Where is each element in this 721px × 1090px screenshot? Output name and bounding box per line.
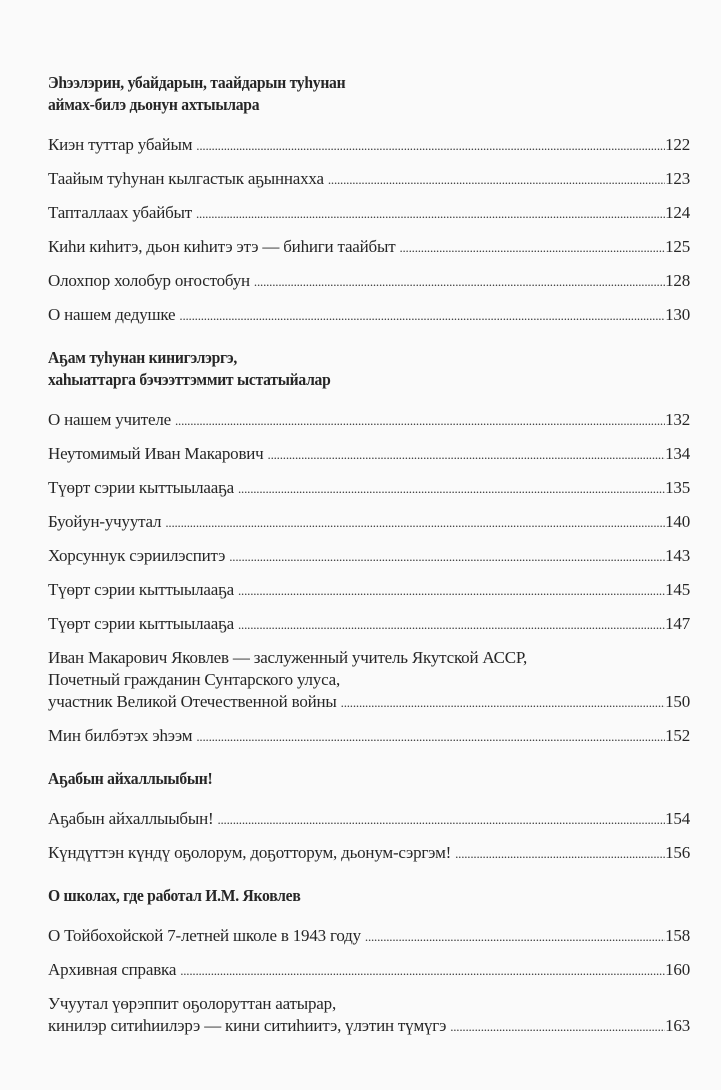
- dot-leader: [179, 305, 665, 327]
- heading-line: О школах, где работал И.М. Яковлев: [48, 886, 301, 905]
- entry-last-line: [48, 725, 690, 748]
- toc-entry: [48, 134, 690, 157]
- toc-entry: [48, 545, 690, 568]
- page-number: 140: [665, 512, 690, 531]
- toc-entry: [48, 409, 690, 432]
- entry-last-line: [48, 270, 690, 293]
- toc-entry: [48, 477, 690, 500]
- entry-title-line: Иван Макарович Яковлев — заслуженный учитель Якутской АССР,: [48, 648, 528, 667]
- heading-line: Аҕабын айхаллыыбын!: [48, 769, 213, 788]
- entry-title: Түөрт сэрии кыттыылааҕа: [48, 614, 234, 633]
- toc-section: [48, 72, 690, 327]
- page-number: 145: [665, 580, 690, 599]
- entry-title: Хорсуннук сэриилэспитэ: [48, 546, 226, 565]
- entry-title: Киэн туттар убайым: [48, 135, 193, 154]
- entry-last-line: [48, 579, 690, 602]
- entry-last-line: [48, 477, 690, 500]
- entry-last-line: [48, 168, 690, 191]
- entry-title: Таайым туһунан кылгастык аҕыннахха: [48, 169, 324, 188]
- page-number: 130: [665, 305, 690, 324]
- toc-entry: [48, 511, 690, 534]
- entry-last-line: [48, 304, 690, 327]
- page-number: 123: [665, 169, 690, 188]
- section-heading: [48, 885, 639, 907]
- dot-leader: [450, 1016, 665, 1038]
- dot-leader: [328, 169, 665, 191]
- page-number: 154: [665, 809, 690, 828]
- entry-title: кинилэр ситиһиилэрэ — кини ситиһиитэ, үлэтин түмүгэ: [48, 1016, 447, 1035]
- dot-leader: [196, 726, 665, 748]
- toc-entry: [48, 925, 690, 948]
- page-number: 124: [665, 203, 690, 222]
- page-number: 147: [665, 614, 690, 633]
- dot-leader: [196, 203, 665, 225]
- heading-line: Эһээлэрин, убайдарын, таайдарын туһунан: [48, 73, 346, 92]
- dot-leader: [365, 926, 665, 948]
- heading-line: хаһыаттарга бэчээттэммит ыстатыйалар: [48, 370, 331, 389]
- toc-entry: [48, 842, 690, 865]
- entry-title: Тапталлаах убайбыт: [48, 203, 192, 222]
- toc-section: [48, 768, 690, 865]
- dot-leader: [180, 960, 665, 982]
- dot-leader: [238, 478, 665, 500]
- entry-title: Аҕабын айхаллыыбын!: [48, 809, 214, 828]
- section-heading: [48, 768, 639, 790]
- section-heading: [48, 347, 639, 391]
- entry-last-line: [48, 511, 690, 534]
- entry-last-line: [48, 842, 690, 865]
- toc-entry: [48, 959, 690, 982]
- page-number: 152: [665, 726, 690, 745]
- dot-leader: [238, 614, 665, 636]
- section-heading: [48, 72, 639, 116]
- dot-leader: [165, 512, 665, 534]
- page-number: 125: [665, 237, 690, 256]
- dot-leader: [268, 444, 666, 466]
- entry-title: Күндүттэн күндү оҕолорум, доҕотторум, дьонум-сэргэм!: [48, 843, 452, 862]
- entry-title: Мин билбэтэх эһээм: [48, 726, 193, 745]
- page-number: 163: [665, 1016, 690, 1035]
- page-number: 143: [665, 546, 690, 565]
- page-number: 128: [665, 271, 690, 290]
- entry-title: участник Великой Отечественной войны: [48, 692, 337, 711]
- table-of-contents: [48, 72, 690, 1058]
- entry-title: О нашем дедушке: [48, 305, 176, 324]
- entry-last-line: [48, 202, 690, 225]
- entry-last-line: [48, 545, 690, 568]
- page-number: 134: [665, 444, 690, 463]
- page-number: 160: [665, 960, 690, 979]
- page-number: 132: [665, 410, 690, 429]
- toc-entry: [48, 579, 690, 602]
- page-number: 122: [665, 135, 690, 154]
- entry-title-line: Учуутал үөрэппит оҕолоруттан аатырар,: [48, 994, 336, 1013]
- entry-title: Түөрт сэрии кыттыылааҕа: [48, 580, 234, 599]
- dot-leader: [254, 271, 665, 293]
- page-number: 135: [665, 478, 690, 497]
- entry-last-line: [48, 1015, 690, 1038]
- dot-leader: [175, 410, 665, 432]
- dot-leader: [399, 237, 665, 259]
- entry-last-line: [48, 443, 690, 466]
- page-number: 150: [665, 692, 690, 711]
- entry-last-line: [48, 808, 690, 831]
- entry-title: Киһи киһитэ, дьон киһитэ этэ — биһиги таайбыт: [48, 237, 396, 256]
- dot-leader: [341, 692, 665, 714]
- entry-last-line: [48, 236, 690, 259]
- dot-leader: [217, 809, 665, 831]
- entry-title: Буойун-учуутал: [48, 512, 162, 531]
- entry-title: Олохпор холобур оҥостобун: [48, 271, 250, 290]
- entry-last-line: [48, 959, 690, 982]
- toc-entry: [48, 993, 690, 1038]
- entry-last-line: [48, 134, 690, 157]
- dot-leader: [238, 580, 665, 602]
- page-number: 156: [665, 843, 690, 862]
- entry-title: О Тойбохойской 7-летней школе в 1943 году: [48, 926, 361, 945]
- entry-last-line: [48, 691, 690, 714]
- entry-title: О нашем учителе: [48, 410, 171, 429]
- toc-entry: [48, 168, 690, 191]
- toc-entry: [48, 236, 690, 259]
- entry-title: Түөрт сэрии кыттыылааҕа: [48, 478, 234, 497]
- toc-entry: [48, 270, 690, 293]
- entry-last-line: [48, 925, 690, 948]
- entry-title-line: Почетный гражданин Сунтарского улуса,: [48, 670, 341, 689]
- page-number: 158: [665, 926, 690, 945]
- toc-entry: [48, 725, 690, 748]
- toc-entry: [48, 613, 690, 636]
- toc-entry: [48, 647, 690, 714]
- entry-last-line: [48, 613, 690, 636]
- entry-title: Архивная справка: [48, 960, 177, 979]
- toc-entry: [48, 304, 690, 327]
- entry-title: Неутомимый Иван Макарович: [48, 444, 264, 463]
- dot-leader: [229, 546, 665, 568]
- entry-last-line: [48, 409, 690, 432]
- heading-line: Аҕам туһунан кинигэлэргэ,: [48, 348, 238, 367]
- dot-leader: [455, 843, 665, 865]
- toc-section: [48, 347, 690, 748]
- toc-section: [48, 885, 690, 1038]
- toc-entry: [48, 202, 690, 225]
- toc-entry: [48, 443, 690, 466]
- heading-line: аймах-билэ дьонун ахтыылара: [48, 95, 260, 114]
- toc-entry: [48, 808, 690, 831]
- dot-leader: [196, 135, 665, 157]
